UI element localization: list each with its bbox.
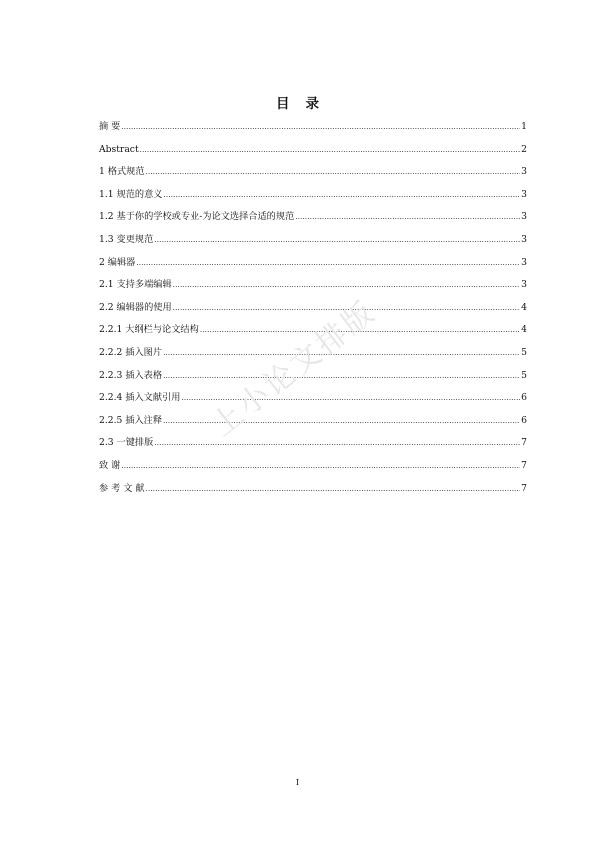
toc-entry-page: 4 xyxy=(521,324,527,336)
toc-entry-label: 2.1 支持多端编辑 xyxy=(99,279,172,291)
toc-list xyxy=(99,121,527,505)
toc-leader-dots xyxy=(163,189,520,201)
toc-entry-page: 2 xyxy=(521,143,527,155)
toc-entry-label: 2.2.3 插入表格 xyxy=(99,369,163,381)
toc-title-char-1: 目 xyxy=(276,96,290,112)
toc-entry-label: 2.2.1 大纲栏与论文结构 xyxy=(99,324,199,336)
toc-entry-page: 6 xyxy=(521,392,527,404)
toc-entry-label: 1.3 变更规范 xyxy=(99,233,154,245)
toc-leader-dots xyxy=(140,144,521,156)
toc-leader-dots xyxy=(154,437,520,449)
toc-entry[interactable] xyxy=(99,437,527,460)
toc-entry-label: 2.3 一键排版 xyxy=(99,437,154,449)
toc-entry-label: 2 编辑器 xyxy=(99,256,136,268)
toc-entry-label: Abstract xyxy=(99,143,139,155)
toc-leader-dots xyxy=(146,483,521,495)
toc-entry-page: 7 xyxy=(521,482,527,494)
toc-title-char-2: 录 xyxy=(305,96,319,112)
toc-entry[interactable] xyxy=(99,121,527,144)
toc-entry[interactable] xyxy=(99,166,527,189)
toc-leader-dots xyxy=(173,279,520,291)
toc-entry-page: 4 xyxy=(521,301,527,313)
toc-entry-label: 2.2.2 插入图片 xyxy=(99,346,163,358)
toc-entry[interactable] xyxy=(99,144,527,167)
toc-entry[interactable] xyxy=(99,234,527,257)
toc-entry[interactable] xyxy=(99,460,527,483)
toc-entry-page: 7 xyxy=(521,459,527,471)
toc-entry-label: 摘 要 xyxy=(99,121,121,132)
toc-leader-dots xyxy=(121,460,520,472)
toc-entry-page: 3 xyxy=(521,166,527,178)
page-number: I xyxy=(295,778,300,787)
toc-leader-dots xyxy=(154,234,520,246)
toc-entry[interactable] xyxy=(99,279,527,302)
toc-leader-dots xyxy=(121,121,520,133)
toc-entry-label: 致 谢 xyxy=(99,459,121,471)
toc-entry-page: 1 xyxy=(521,121,527,132)
toc-entry[interactable] xyxy=(99,189,527,212)
toc-entry-page: 5 xyxy=(521,369,527,381)
toc-leader-dots xyxy=(163,370,520,382)
toc-entry[interactable] xyxy=(99,415,527,438)
toc-entry-page: 3 xyxy=(521,233,527,245)
toc-entry-label: 2.2.5 插入注释 xyxy=(99,414,163,426)
toc-entry-label: 1 格式规范 xyxy=(99,166,145,178)
toc-entry-label: 参 考 文 献 xyxy=(99,482,145,494)
toc-entry-label: 1.2 基于你的学校或专业-为论文选择合适的规范 xyxy=(99,211,295,223)
toc-entry[interactable] xyxy=(99,483,527,506)
toc-entry[interactable] xyxy=(99,257,527,280)
toc-entry-label: 2.2.4 插入文献引用 xyxy=(99,392,181,404)
toc-entry-page: 3 xyxy=(521,279,527,291)
toc-entry-page: 7 xyxy=(521,437,527,449)
toc-leader-dots xyxy=(136,257,520,269)
toc-entry-page: 3 xyxy=(521,188,527,200)
toc-entry[interactable] xyxy=(99,211,527,234)
toc-leader-dots xyxy=(295,211,520,223)
toc-leader-dots xyxy=(146,166,521,178)
toc-entry[interactable] xyxy=(99,392,527,415)
toc-title xyxy=(0,92,595,112)
toc-entry-page: 3 xyxy=(521,211,527,223)
toc-entry-page: 6 xyxy=(521,414,527,426)
toc-entry-page: 5 xyxy=(521,346,527,358)
watermark: 上小论文排版 xyxy=(205,294,383,444)
toc-entry-label: 2.2 编辑器的使用 xyxy=(99,301,172,313)
toc-entry-label: 1.1 规范的意义 xyxy=(99,188,163,200)
toc-entry-page: 3 xyxy=(521,256,527,268)
